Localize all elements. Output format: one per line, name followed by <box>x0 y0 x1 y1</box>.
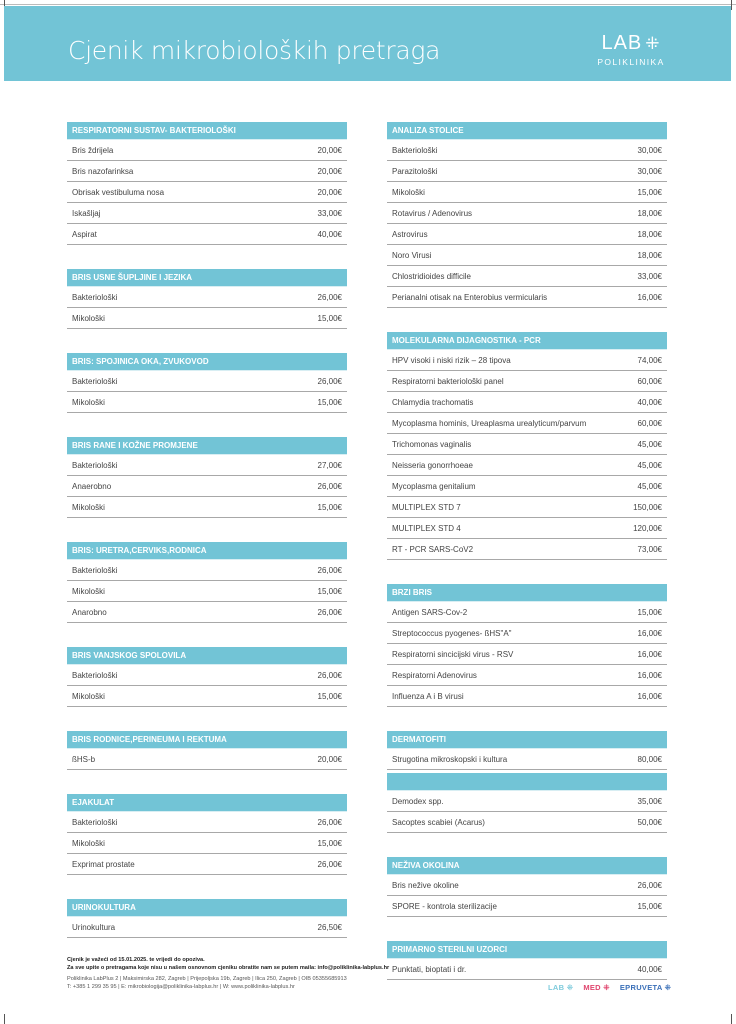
test-name: Sacoptes scabiei (Acarus) <box>392 817 485 827</box>
crop-mark-bottom-right <box>731 1014 732 1024</box>
test-name: Mikološki <box>72 313 105 323</box>
price-row <box>67 854 347 875</box>
price-row <box>387 140 667 161</box>
price-row <box>67 287 347 308</box>
price-section <box>67 794 347 875</box>
test-name: Strugotina mikroskopski i kultura <box>392 754 508 764</box>
test-price: 40,00€ <box>317 229 342 239</box>
price-row <box>67 182 347 203</box>
test-price: 16,00€ <box>637 628 662 638</box>
test-price: 26,00€ <box>317 859 342 869</box>
price-section <box>67 731 347 770</box>
price-row <box>67 581 347 602</box>
test-name: Mycoplasma genitalium <box>392 481 476 491</box>
test-price: 33,00€ <box>317 208 342 218</box>
test-price: 26,00€ <box>317 292 342 302</box>
test-name: Bakteriološki <box>392 145 438 155</box>
test-price: 30,00€ <box>637 166 662 176</box>
price-section <box>387 122 667 308</box>
brand-lab-mark-icon: ⁜ <box>566 983 574 992</box>
price-row <box>387 224 667 245</box>
price-row <box>387 791 667 812</box>
test-price: 33,00€ <box>637 271 662 281</box>
test-price: 20,00€ <box>317 166 342 176</box>
test-price: 15,00€ <box>637 901 662 911</box>
section-header: NEŽIVA OKOLINA <box>387 857 667 875</box>
test-price: 35,00€ <box>637 796 662 806</box>
test-name: Rotavirus / Adenovirus <box>392 208 473 218</box>
test-name: Bris ždrijela <box>72 145 114 155</box>
test-price: 20,00€ <box>317 187 342 197</box>
section-header: BRIS USNE ŠUPLJINE I JEZIKA <box>67 269 347 287</box>
price-row <box>387 623 667 644</box>
price-section <box>67 269 347 329</box>
test-price: 18,00€ <box>637 229 662 239</box>
test-name: Bakteriološki <box>72 817 118 827</box>
footer-contact-note: Za sve upite o pretragama koje nisu u našem osnovnom cjeniku obratite nam se putem maila: info@poliklinika-labplus.hr <box>67 965 390 971</box>
price-row <box>387 602 667 623</box>
test-price: 73,00€ <box>637 544 662 554</box>
test-name: Antigen SARS-Cov-2 <box>392 607 468 617</box>
price-row <box>387 665 667 686</box>
test-price: 20,00€ <box>317 145 342 155</box>
price-section <box>387 857 667 917</box>
test-price: 26,00€ <box>317 565 342 575</box>
test-name: Mycoplasma hominis, Ureaplasma urealyticum/parvum <box>392 418 587 428</box>
test-name: Exprimat prostate <box>72 859 135 869</box>
price-row <box>387 350 667 371</box>
brand-lab <box>548 983 573 992</box>
test-name: Bakteriološki <box>72 670 118 680</box>
test-price: 16,00€ <box>637 649 662 659</box>
test-price: 16,00€ <box>637 292 662 302</box>
test-price: 15,00€ <box>317 586 342 596</box>
section-header: DERMATOFITI <box>387 731 667 749</box>
brand-med-mark-icon: ⁜ <box>603 983 610 992</box>
crop-mark-top-right <box>731 0 732 10</box>
test-price: 15,00€ <box>317 502 342 512</box>
price-row <box>387 392 667 413</box>
test-price: 26,50€ <box>317 922 342 932</box>
test-name: Punktati, bioptati i dr. <box>392 964 467 974</box>
test-name: Mikološki <box>72 838 105 848</box>
test-name: Anarobno <box>72 607 107 617</box>
price-row <box>67 686 347 707</box>
right-column <box>387 122 667 1004</box>
price-row <box>387 749 667 770</box>
left-column <box>67 122 347 962</box>
test-name: MULTIPLEX STD 4 <box>392 523 461 533</box>
test-name: Demodex spp. <box>392 796 444 806</box>
test-price: 40,00€ <box>637 964 662 974</box>
test-name: Anaerobno <box>72 481 112 491</box>
test-name: ßHS-b <box>72 754 96 764</box>
test-name: Urinokultura <box>72 922 116 932</box>
logo-mark-icon: ⁜ <box>645 34 661 53</box>
test-price: 27,00€ <box>317 460 342 470</box>
price-row <box>67 161 347 182</box>
test-name: Mikološki <box>72 397 105 407</box>
test-name: Respiratorni Adenovirus <box>392 670 477 680</box>
test-price: 150,00€ <box>633 502 662 512</box>
section-header: EJAKULAT <box>67 794 347 812</box>
section-header: BRIS: SPOJINICA OKA, ZVUKOVOD <box>67 353 347 371</box>
logo-subtitle: POLIKLINIKA <box>597 57 665 67</box>
header-banner <box>4 6 731 81</box>
test-price: 74,00€ <box>637 355 662 365</box>
price-section <box>387 332 667 560</box>
price-row <box>387 476 667 497</box>
test-price: 26,00€ <box>317 376 342 386</box>
section-header: RESPIRATORNI SUSTAV- BAKTERIOLOŠKI <box>67 122 347 140</box>
brand-epruveta-text: EPRUVETA <box>619 983 663 992</box>
test-name: Chlamydia trachomatis <box>392 397 474 407</box>
crop-mark-top <box>0 4 736 5</box>
price-row <box>67 203 347 224</box>
test-name: Bris nežive okoline <box>392 880 459 890</box>
test-price: 18,00€ <box>637 208 662 218</box>
price-row <box>387 455 667 476</box>
section-header: BRIS RODNICE,PERINEUMA I REKTUMA <box>67 731 347 749</box>
price-row <box>67 455 347 476</box>
price-row <box>67 665 347 686</box>
logo-wordmark <box>591 33 671 54</box>
brand-logos <box>548 983 671 992</box>
test-price: 15,00€ <box>637 607 662 617</box>
test-price: 26,00€ <box>317 607 342 617</box>
test-name: Bakteriološki <box>72 460 118 470</box>
price-section <box>67 899 347 938</box>
price-row <box>67 476 347 497</box>
section-header: BRZI BRIS <box>387 584 667 602</box>
price-row <box>67 917 347 938</box>
price-row <box>67 812 347 833</box>
test-name: Iskašljaj <box>72 208 101 218</box>
brand-epruveta-mark-icon: ⁜ <box>664 983 672 992</box>
section-header: PRIMARNO STERILNI UZORCI <box>387 941 667 959</box>
price-row <box>387 287 667 308</box>
test-price: 16,00€ <box>637 691 662 701</box>
test-price: 16,00€ <box>637 670 662 680</box>
section-header: ANALIZA STOLICE <box>387 122 667 140</box>
test-price: 30,00€ <box>637 145 662 155</box>
price-row <box>387 686 667 707</box>
test-name: Parazitološki <box>392 166 438 176</box>
test-name: Mikološki <box>392 187 425 197</box>
test-price: 15,00€ <box>317 397 342 407</box>
price-section <box>67 353 347 413</box>
price-row <box>387 434 667 455</box>
price-section <box>387 584 667 707</box>
test-name: Mikološki <box>72 691 105 701</box>
test-price: 45,00€ <box>637 481 662 491</box>
section-header: BRIS RANE I KOŽNE PROMJENE <box>67 437 347 455</box>
price-row <box>67 560 347 581</box>
test-price: 15,00€ <box>317 691 342 701</box>
test-name: SPORE - kontrola sterilizacije <box>392 901 497 911</box>
test-price: 15,00€ <box>317 838 342 848</box>
test-name: Influenza A i B virusi <box>392 691 464 701</box>
price-row <box>387 245 667 266</box>
price-row <box>67 371 347 392</box>
price-row <box>67 392 347 413</box>
footer-validity: Cjenik je važeći od 15.01.2025. te vrijedi do opoziva. <box>67 957 205 963</box>
price-row <box>67 749 347 770</box>
test-name: Bris nazofarinksa <box>72 166 134 176</box>
section-header: MOLEKULARNA DIJAGNOSTIKA - PCR <box>387 332 667 350</box>
test-price: 15,00€ <box>317 313 342 323</box>
footer-contacts: T: +385 1 299 35 95 | E: mikrobiologija@poliklinika-labplus.hr | W: www.poliklinika-labplus.hr <box>67 984 295 990</box>
test-price: 26,00€ <box>317 817 342 827</box>
test-price: 45,00€ <box>637 460 662 470</box>
price-row <box>387 371 667 392</box>
crop-mark-bottom-left <box>4 1014 5 1024</box>
price-row <box>387 497 667 518</box>
footer-address: Poliklinika LabPlus 2 | Maksimirska 282, Zagreb | Prijepoljska 19b, Zagreb | Ilica 250, Zagreb | OIB 05355685913 <box>67 976 347 982</box>
price-row <box>67 140 347 161</box>
price-section <box>67 122 347 245</box>
test-name: Aspirat <box>72 229 97 239</box>
brand-lab-text: LAB <box>548 983 565 992</box>
test-name: Streptococcus pyogenes- ßHS"A" <box>392 628 512 638</box>
test-price: 80,00€ <box>637 754 662 764</box>
price-row <box>387 875 667 896</box>
test-name: RT - PCR SARS-CoV2 <box>392 544 474 554</box>
section-header: BRIS: URETRA,CERVIKS,RODNICA <box>67 542 347 560</box>
test-price: 60,00€ <box>637 418 662 428</box>
price-row <box>387 266 667 287</box>
section-header: URINOKULTURA <box>67 899 347 917</box>
test-name: Mikološki <box>72 502 105 512</box>
price-section <box>67 437 347 518</box>
page-title: Cjenik mikrobioloških pretraga <box>68 36 441 65</box>
test-price: 60,00€ <box>637 376 662 386</box>
price-row <box>67 602 347 623</box>
price-section <box>387 731 667 833</box>
price-section <box>67 647 347 707</box>
price-row <box>387 644 667 665</box>
price-row <box>67 224 347 245</box>
brand-med <box>583 983 610 992</box>
price-row <box>387 203 667 224</box>
subsection-header <box>387 773 667 791</box>
price-row <box>67 833 347 854</box>
test-price: 15,00€ <box>637 187 662 197</box>
test-price: 26,00€ <box>317 670 342 680</box>
test-name: Trichomonas vaginalis <box>392 439 472 449</box>
test-price: 18,00€ <box>637 250 662 260</box>
price-row <box>387 539 667 560</box>
brand-med-text: MED <box>583 983 601 992</box>
test-name: Respiratorni bakteriološki panel <box>392 376 504 386</box>
logo-text: LAB <box>601 32 643 54</box>
price-row <box>387 896 667 917</box>
test-name: Neisseria gonorrhoeae <box>392 460 473 470</box>
test-name: Mikološki <box>72 586 105 596</box>
test-name: Chlostridioides difficile <box>392 271 471 281</box>
price-section <box>67 542 347 623</box>
test-price: 40,00€ <box>637 397 662 407</box>
logo <box>591 33 671 67</box>
price-row <box>67 497 347 518</box>
test-name: Noro Virusi <box>392 250 432 260</box>
test-name: Respiratorni sincicijski virus - RSV <box>392 649 514 659</box>
test-name: Perianalni otisak na Enterobius vermicularis <box>392 292 548 302</box>
price-row <box>387 812 667 833</box>
test-price: 26,00€ <box>637 880 662 890</box>
test-name: Astrovirus <box>392 229 428 239</box>
test-price: 120,00€ <box>633 523 662 533</box>
test-name: Obrisak vestibuluma nosa <box>72 187 165 197</box>
test-name: HPV visoki i niski rizik – 28 tipova <box>392 355 511 365</box>
test-price: 45,00€ <box>637 439 662 449</box>
price-row <box>387 413 667 434</box>
test-price: 20,00€ <box>317 754 342 764</box>
test-name: Bakteriološki <box>72 565 118 575</box>
price-row <box>67 308 347 329</box>
test-price: 50,00€ <box>637 817 662 827</box>
section-header: BRIS VANJSKOG SPOLOVILA <box>67 647 347 665</box>
test-price: 26,00€ <box>317 481 342 491</box>
price-row <box>387 518 667 539</box>
price-row <box>387 182 667 203</box>
test-name: Bakteriološki <box>72 292 118 302</box>
price-row <box>387 161 667 182</box>
brand-epruveta <box>620 983 671 992</box>
test-name: Bakteriološki <box>72 376 118 386</box>
test-name: MULTIPLEX STD 7 <box>392 502 461 512</box>
